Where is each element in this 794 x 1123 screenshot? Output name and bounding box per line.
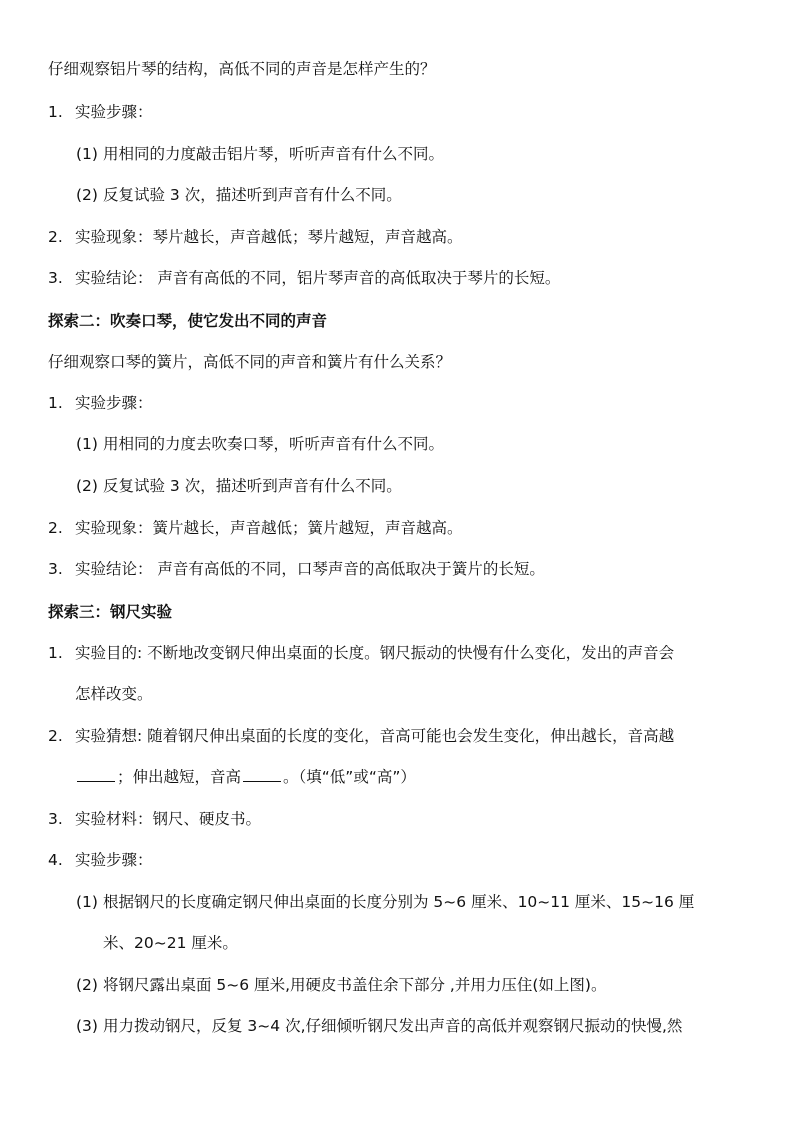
part3-subitem-2 (76, 974, 606, 996)
list-number: 1. (48, 103, 63, 121)
list-number: 2. (48, 228, 63, 246)
part1-item-3 (48, 267, 560, 289)
part2-heading: 探索二：吹奏口琴，使它发出不同的声音 (48, 312, 328, 330)
list-text: 。（填“低”或“高”） (283, 768, 416, 786)
part2-subitem-1 (76, 433, 444, 455)
list-text: 实验结论： 声音有高低的不同，铝片琴声音的高低取决于琴片的长短。 (75, 269, 561, 287)
part1-item-2 (48, 226, 463, 248)
list-text: 反复试验 3 次，描述听到声音有什么不同。 (103, 186, 402, 204)
list-number: 3. (48, 560, 63, 578)
part3-item-2-cont (75, 766, 416, 788)
list-number: (1) (76, 435, 98, 453)
list-text: 实验步骤： (75, 103, 153, 121)
list-number: 3. (48, 810, 63, 828)
part3-item-2 (48, 725, 674, 747)
list-number: 2. (48, 727, 63, 745)
part1-subitem-1 (76, 143, 444, 165)
list-text: 实验猜想: 随着钢尺伸出桌面的长度的变化，音高可能也会发生变化，伸出越长，音高越 (75, 727, 675, 745)
list-text: 反复试验 3 次，描述听到声音有什么不同。 (103, 477, 402, 495)
list-text: 实验现象：簧片越长，声音越低；簧片越短，声音越高。 (75, 519, 463, 537)
part3-heading: 探索三：钢尺实验 (48, 603, 173, 621)
part1-subitem-2 (76, 184, 402, 206)
part3-subitem-3 (76, 1015, 682, 1037)
fill-blank-2[interactable] (243, 767, 281, 782)
list-text: 实验步骤： (75, 851, 153, 869)
part1-question: 仔细观察铝片琴的结构，高低不同的声音是怎样产生的？ (48, 60, 436, 78)
list-number: 3. (48, 269, 63, 287)
list-text: 根据钢尺的长度确定钢尺伸出桌面的长度分别为 5~6 厘米、10~11 厘米、15~16 厘 (103, 893, 695, 911)
list-number: (2) (76, 976, 98, 994)
list-number: 4. (48, 851, 63, 869)
part3-item-4 (48, 849, 153, 871)
list-text: 实验结论： 声音有高低的不同，口琴声音的高低取决于簧片的长短。 (75, 560, 545, 578)
list-text: 实验材料：钢尺、硬皮书。 (75, 810, 262, 828)
part2-subitem-2 (76, 475, 402, 497)
part3-item-1-cont: 怎样改变。 (75, 685, 153, 703)
list-text: 用相同的力度去吹奏口琴，听听声音有什么不同。 (103, 435, 445, 453)
part2-question: 仔细观察口琴的簧片，高低不同的声音和簧片有什么关系？ (48, 353, 452, 371)
list-text: 将钢尺露出桌面 5~6 厘米,用硬皮书盖住余下部分 ,并用力压住(如上图)。 (103, 976, 607, 994)
list-text: 实验目的: 不断地改变钢尺伸出桌面的长度。钢尺振动的快慢有什么变化，发出的声音会 (75, 644, 675, 662)
part2-item-3 (48, 558, 545, 580)
part2-item-1 (48, 392, 153, 414)
list-text: 用力拨动钢尺，反复 3~4 次,仔细倾听钢尺发出声音的高低并观察钢尺振动的快慢,然 (103, 1017, 683, 1035)
part3-item-1 (48, 642, 674, 664)
list-number: 2. (48, 519, 63, 537)
part1-item-1 (48, 101, 153, 123)
list-number: (2) (76, 186, 98, 204)
part3-subitem-1 (76, 891, 694, 913)
list-number: (1) (76, 145, 98, 163)
part2-item-2 (48, 517, 463, 539)
part3-item-3 (48, 808, 261, 830)
list-number: (1) (76, 893, 98, 911)
list-number: 1. (48, 394, 63, 412)
list-number: 1. (48, 644, 63, 662)
list-number: (2) (76, 477, 98, 495)
list-text: ；伸出越短，音高 (117, 768, 242, 786)
fill-blank-1[interactable] (77, 767, 115, 782)
list-text: 用相同的力度敲击铝片琴，听听声音有什么不同。 (103, 145, 445, 163)
part3-subitem-1-cont: 米、20~21 厘米。 (103, 934, 238, 952)
list-number: (3) (76, 1017, 98, 1035)
list-text: 实验步骤： (75, 394, 153, 412)
list-text: 实验现象：琴片越长，声音越低；琴片越短，声音越高。 (75, 228, 463, 246)
